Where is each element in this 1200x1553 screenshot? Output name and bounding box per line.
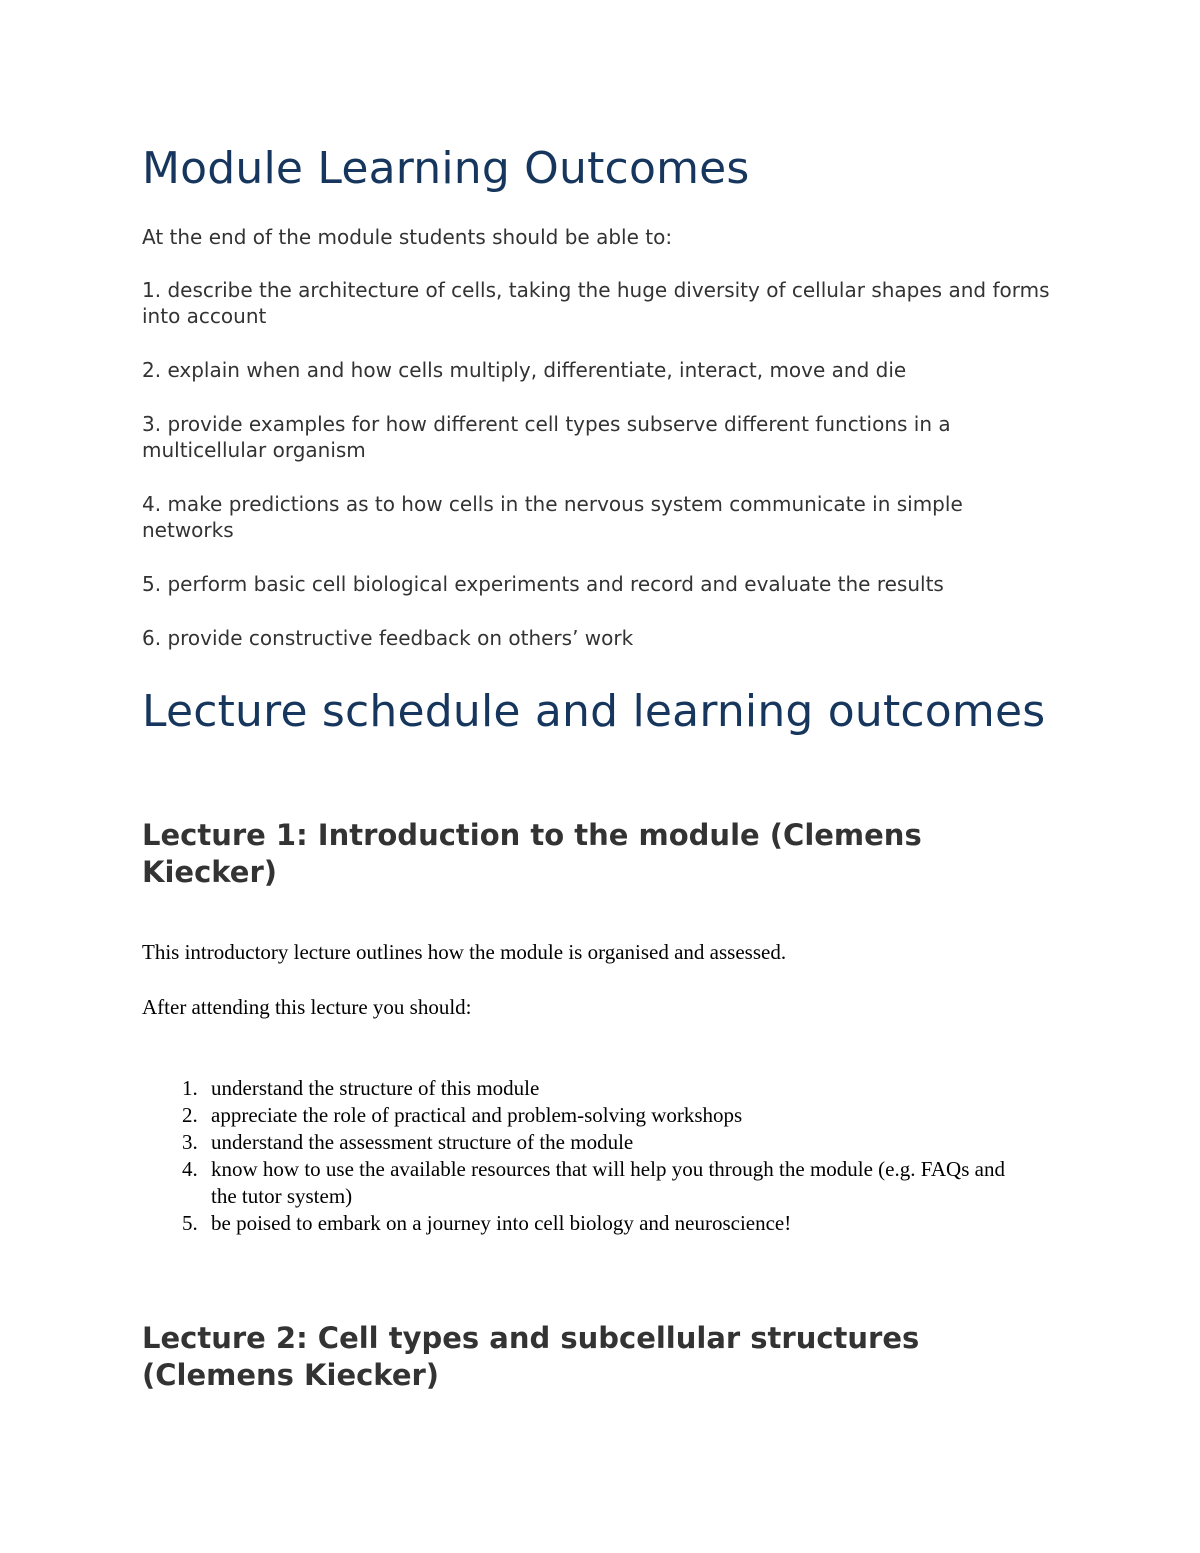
list-item-number: 2.: [182, 1103, 198, 1127]
list-item-number: 3.: [182, 1130, 198, 1154]
list-item-text: understand the assessment structure of the module: [211, 1130, 634, 1154]
lecture-1-outcomes-list: [142, 1075, 1042, 1237]
list-item-number: 5.: [182, 1211, 198, 1235]
list-item: [142, 1075, 1042, 1102]
list-item-text: appreciate the role of practical and problem-solving workshops: [211, 1103, 743, 1127]
list-item: [142, 1156, 1011, 1210]
list-item-text: understand the structure of this module: [211, 1076, 540, 1100]
list-item: [142, 1129, 1042, 1156]
lecture-1-after-text: After attending this lecture you should:: [142, 995, 472, 1019]
lecture-1-description: This introductory lecture outlines how the module is organised and assessed.: [142, 940, 787, 964]
outcome-6: 6. provide constructive feedback on others’ work: [142, 626, 634, 650]
lecture-2-heading: Lecture 2: Cell types and subcellular structures (Clemens Kiecker): [142, 1321, 920, 1392]
outcome-1: 1. describe the architecture of cells, taking the huge diversity of cellular shapes and forms into account: [142, 278, 1050, 328]
outcome-5: 5. perform basic cell biological experiments and record and evaluate the results: [142, 572, 944, 596]
outcome-3: 3. provide examples for how different cell types subserve different functions in a multicellular organism: [142, 412, 951, 462]
outcome-4: 4. make predictions as to how cells in the nervous system communicate in simple networks: [142, 492, 963, 542]
lecture-1-heading: Lecture 1: Introduction to the module (Clemens Kiecker): [142, 818, 922, 889]
list-item-text: be poised to embark on a journey into cell biology and neuroscience!: [211, 1211, 792, 1235]
outcome-2: 2. explain when and how cells multiply, differentiate, interact, move and die: [142, 358, 907, 382]
list-item-number: 4.: [182, 1157, 198, 1181]
document-content: [142, 140, 1072, 1394]
list-item-text: know how to use the available resources that will help you through the module (e.g. FAQs and the tutor system): [211, 1157, 1005, 1208]
page-title: Module Learning Outcomes: [142, 143, 750, 194]
intro-text: At the end of the module students should be able to:: [142, 225, 673, 249]
list-item: [142, 1102, 1042, 1129]
schedule-title: Lecture schedule and learning outcomes: [142, 686, 1046, 737]
list-item: [142, 1210, 1042, 1237]
list-item-number: 1.: [182, 1076, 198, 1100]
